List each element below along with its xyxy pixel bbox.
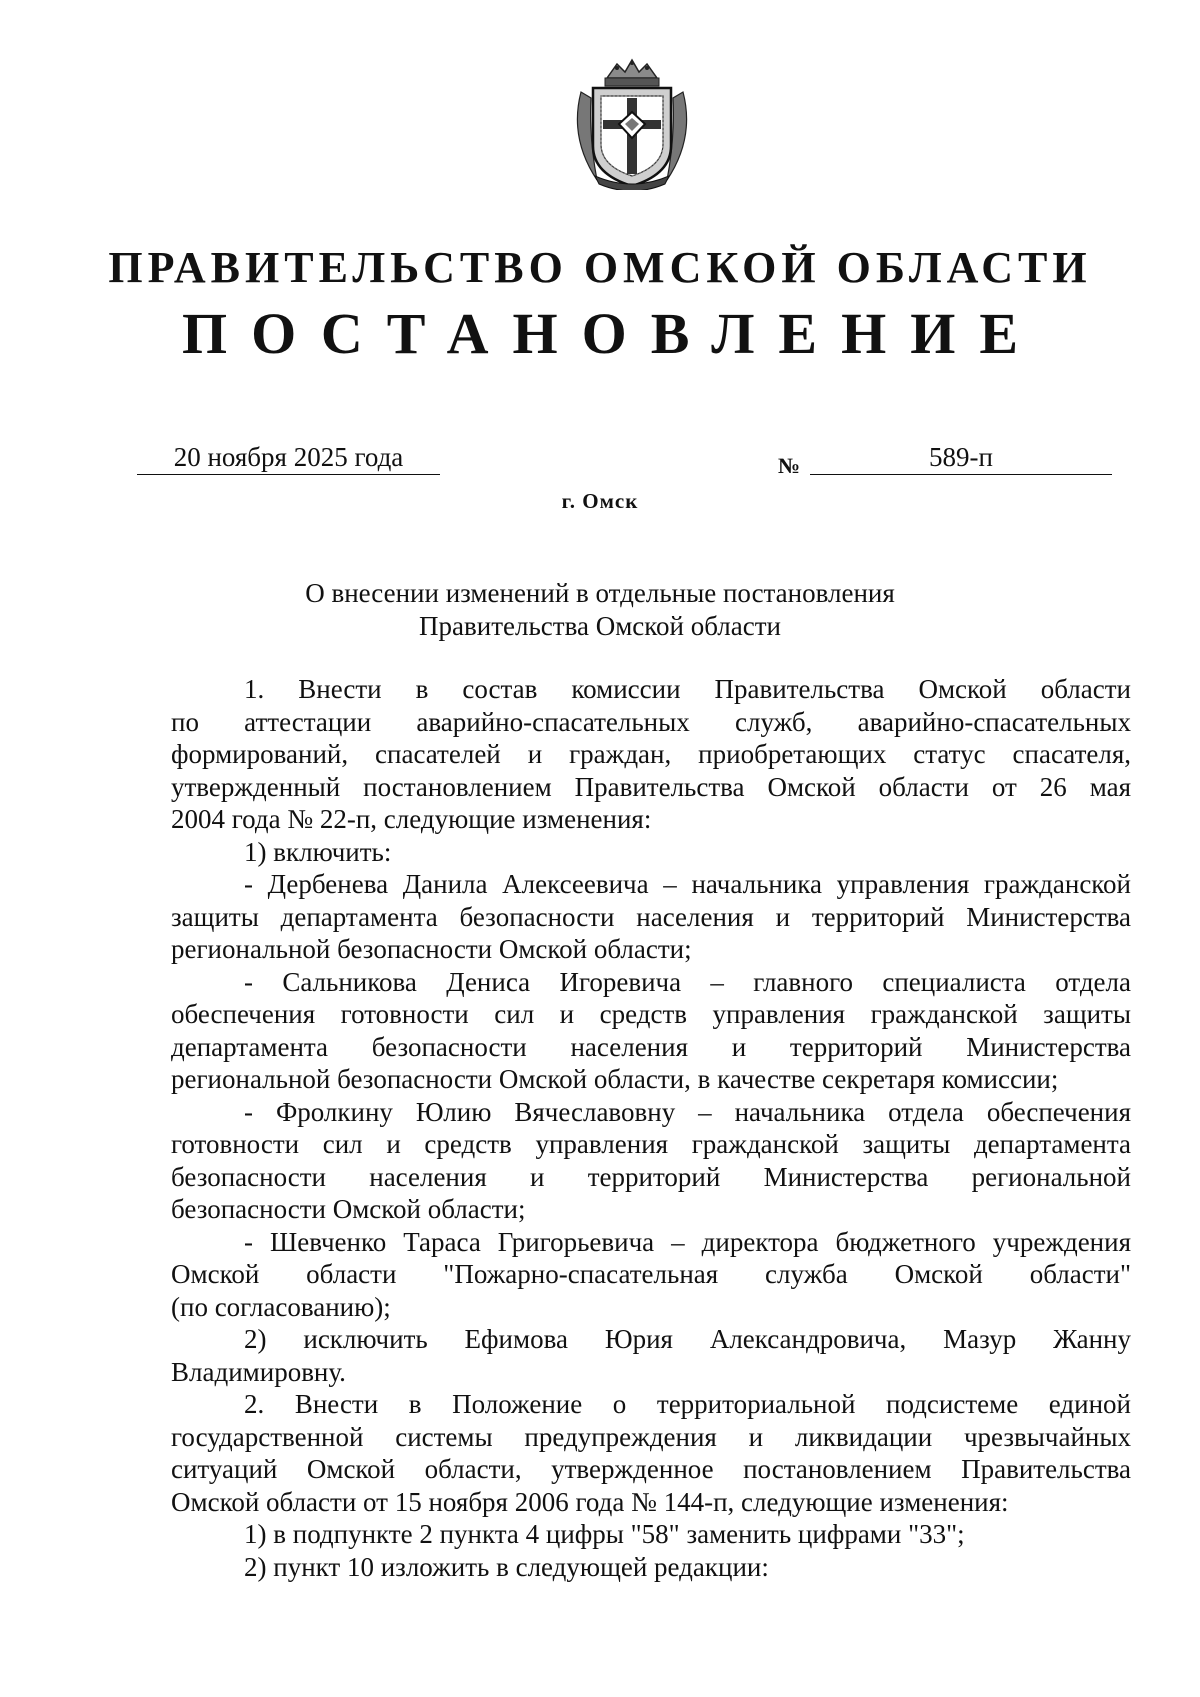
document-date: 20 ноября 2025 года bbox=[137, 440, 440, 475]
body-line: формирований, спасателей и граждан, приобретающих статус спасателя, bbox=[171, 739, 1131, 769]
body-line: Омской области "Пожарно-спасательная служба Омской области" bbox=[171, 1259, 1131, 1289]
document-body bbox=[171, 673, 1131, 1583]
body-line: по аттестации аварийно-спасательных служб, аварийно-спасательных bbox=[171, 706, 1131, 737]
body-line: 1. Внести в состав комиссии Правительства Омской области bbox=[244, 674, 1131, 704]
body-line: департамента безопасности населения и территорий Министерства bbox=[171, 1031, 1131, 1062]
body-line: 2. Внести в Положение о территориальной подсистеме единой bbox=[244, 1389, 1131, 1419]
document-type: ПОСТАНОВЛЕНИЕ bbox=[181, 301, 1043, 366]
body-line: - Дербенева Данила Алексеевича – начальника управления гражданской bbox=[244, 869, 1131, 899]
body-line: Владимировну. bbox=[171, 1356, 346, 1387]
body-line: (по согласованию); bbox=[171, 1291, 391, 1322]
body-line: 2) исключить Ефимова Юрия Александровича, Мазур Жанну bbox=[244, 1324, 1131, 1354]
body-line: 1) включить: bbox=[244, 836, 392, 867]
body-line: готовности сил и средств управления гражданской защиты департамента bbox=[171, 1129, 1131, 1159]
body-line: 1) в подпункте 2 пункта 4 цифры "58" заменить цифрами "33"; bbox=[244, 1519, 965, 1549]
coat-of-arms bbox=[567, 58, 697, 190]
body-line: безопасности населения и территорий Министерства региональной bbox=[171, 1161, 1131, 1192]
body-line: обеспечения готовности сил и средств управления гражданской защиты bbox=[171, 999, 1131, 1029]
body-line: Омской области от 15 ноября 2006 года № 144-п, следующие изменения: bbox=[171, 1486, 1009, 1517]
document-number: 589-п bbox=[810, 440, 1112, 475]
body-line: - Фролкину Юлию Вячеславовну – начальника отдела обеспечения bbox=[244, 1096, 1131, 1127]
organization-name: ПРАВИТЕЛЬСТВО ОМСКОЙ ОБЛАСТИ bbox=[108, 243, 1092, 292]
body-line: утвержденный постановлением Правительства Омской области от 26 мая bbox=[171, 771, 1131, 802]
coat-of-arms-icon bbox=[567, 58, 697, 190]
body-line: - Сальникова Дениса Игоревича – главного специалиста отдела bbox=[244, 966, 1131, 997]
number-sign: № bbox=[778, 453, 801, 478]
body-line: 2) пункт 10 изложить в следующей редакции: bbox=[244, 1551, 769, 1582]
body-line: безопасности Омской области; bbox=[171, 1194, 526, 1224]
body-line: региональной безопасности Омской области; bbox=[171, 934, 692, 964]
body-line: региональной безопасности Омской области, в качестве секретаря комиссии; bbox=[171, 1064, 1059, 1094]
body-line: государственной системы предупреждения и ликвидации чрезвычайных bbox=[171, 1421, 1131, 1452]
city: г. Омск bbox=[561, 489, 639, 513]
body-line: 2004 года № 22-п, следующие изменения: bbox=[171, 804, 652, 834]
title-line: О внесении изменений в отдельные постановления bbox=[305, 578, 895, 608]
title-line: Правительства Омской области bbox=[419, 611, 781, 641]
body-line: защиты департамента безопасности населения и территорий Министерства bbox=[171, 901, 1131, 932]
document-title bbox=[0, 577, 1200, 643]
body-line: ситуаций Омской области, утвержденное постановлением Правительства bbox=[171, 1454, 1131, 1484]
body-line: - Шевченко Тараса Григорьевича – директора бюджетного учреждения bbox=[244, 1226, 1131, 1257]
